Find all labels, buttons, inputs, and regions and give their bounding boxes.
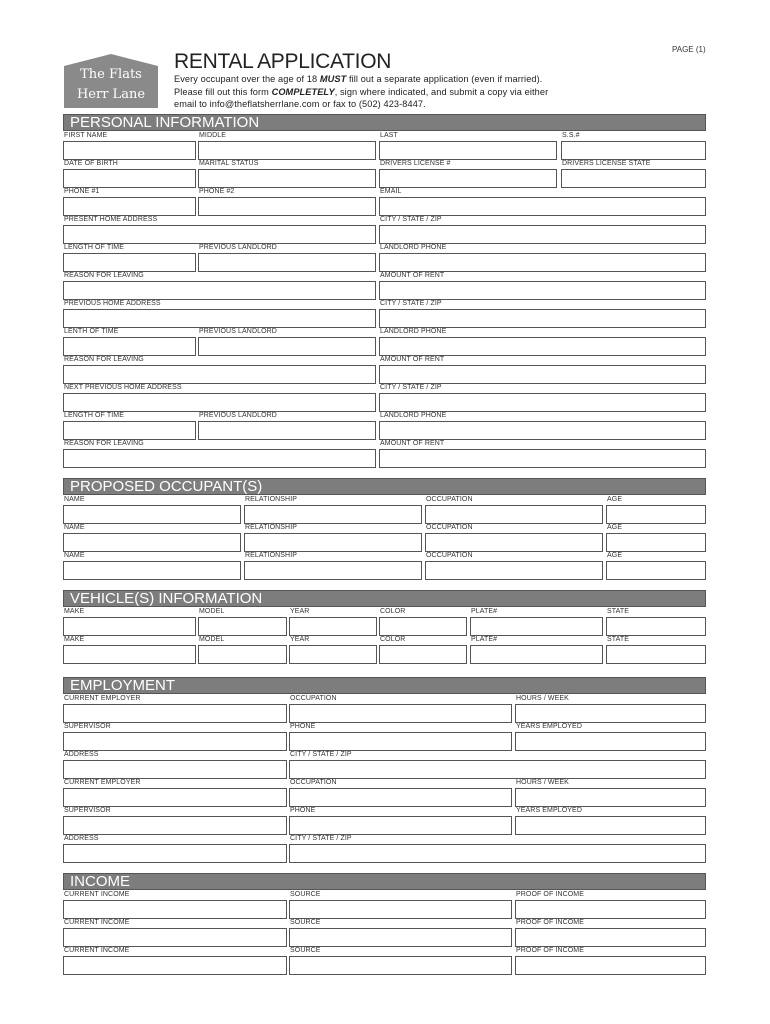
occupant-3-age-field[interactable] (606, 561, 706, 580)
intro-line-1 (174, 74, 542, 84)
employer-1-field[interactable] (63, 704, 287, 723)
income-3-source-label: SOURCE (290, 947, 321, 954)
logo-line-1: The Flats (80, 67, 142, 82)
previous-previous-landlord-field[interactable] (198, 337, 376, 356)
intro-emphasis: MUST (319, 74, 347, 84)
vehicle-2-color-label: COLOR (380, 636, 406, 643)
employer-2-label: CURRENT EMPLOYER (64, 779, 141, 786)
previous-landlord-phone-field[interactable] (379, 337, 706, 356)
present-reason-for-leaving-label: REASON FOR LEAVING (64, 272, 144, 279)
income-3-proof-field[interactable] (515, 956, 706, 975)
present-landlord-phone-label: LANDLORD PHONE (380, 244, 447, 251)
income-2-label: CURRENT INCOME (64, 919, 130, 926)
intro-text: Please fill out this form (174, 87, 272, 97)
vehicle-1-color-field[interactable] (379, 617, 467, 636)
employer-2-hours-label: HOURS / WEEK (516, 779, 569, 786)
last-name-field[interactable] (379, 141, 557, 160)
next-previous-amount-of-rent-field[interactable] (379, 449, 706, 468)
vehicle-2-year-field[interactable] (289, 645, 377, 664)
occupant-1-relationship-label: RELATIONSHIP (245, 496, 298, 503)
previous-reason-for-leaving-label: REASON FOR LEAVING (64, 356, 144, 363)
middle-name-field[interactable] (198, 141, 376, 160)
drivers-license-state-label: DRIVERS LICENSE STATE (562, 160, 651, 167)
income-1-label: CURRENT INCOME (64, 891, 130, 898)
present-landlord-phone-field[interactable] (379, 253, 706, 272)
occupant-2-name-label: NAME (64, 524, 85, 531)
marital-status-label: MARITAL STATUS (199, 160, 259, 167)
drivers-license-label: DRIVERS LICENSE # (380, 160, 451, 167)
vehicle-2-state-field[interactable] (606, 645, 706, 664)
present-city-state-zip-label: CITY / STATE / ZIP (380, 216, 442, 223)
employer-1-supervisor-label: SUPERVISOR (64, 723, 111, 730)
previous-home-address-field[interactable] (63, 309, 376, 328)
page-title: RENTAL APPLICATION (174, 50, 392, 73)
occupant-1-occupation-label: OCCUPATION (426, 496, 473, 503)
previous-reason-for-leaving-field[interactable] (63, 365, 376, 384)
previous-amount-of-rent-label: AMOUNT OF RENT (380, 356, 445, 363)
employer-1-phone-label: PHONE (290, 723, 316, 730)
vehicle-2-model-label: MODEL (199, 636, 225, 643)
vehicle-2-make-label: MAKE (64, 636, 85, 643)
employer-1-occupation-label: OCCUPATION (290, 695, 337, 702)
present-amount-of-rent-field[interactable] (379, 281, 706, 300)
vehicle-2-plate-label: PLATE# (471, 636, 498, 643)
section-personal-information (63, 114, 706, 131)
employer-1-city-state-zip-field[interactable] (289, 760, 706, 779)
occupant-1-name-field[interactable] (63, 505, 241, 524)
next-previous-length-of-time-field[interactable] (63, 421, 196, 440)
income-1-field[interactable] (63, 900, 287, 919)
phone1-label: PHONE #1 (64, 188, 100, 195)
previous-amount-of-rent-field[interactable] (379, 365, 706, 384)
present-reason-for-leaving-field[interactable] (63, 281, 376, 300)
section-title: VEHICLE(S) INFORMATION (70, 590, 263, 607)
employer-2-address-label: ADDRESS (64, 835, 99, 842)
occupant-2-occupation-label: OCCUPATION (426, 524, 473, 531)
next-previous-landlord-phone-field[interactable] (379, 421, 706, 440)
employer-2-supervisor-field[interactable] (63, 816, 287, 835)
occupant-1-age-label: AGE (607, 496, 623, 503)
intro-text: Every occupant over the age of 18 (174, 74, 320, 84)
next-previous-landlord-phone-label: LANDLORD PHONE (380, 412, 447, 419)
occupant-3-occupation-field[interactable] (425, 561, 603, 580)
employer-1-supervisor-field[interactable] (63, 732, 287, 751)
employer-2-city-state-zip-field[interactable] (289, 844, 706, 863)
vehicle-1-year-label: YEAR (290, 608, 310, 615)
employer-2-occupation-field[interactable] (289, 788, 512, 807)
employer-1-city-state-zip-label: CITY / STATE / ZIP (290, 751, 352, 758)
present-length-of-time-field[interactable] (63, 253, 196, 272)
employer-1-years-label: YEARS EMPLOYED (516, 723, 582, 730)
vehicle-2-plate-field[interactable] (470, 645, 603, 664)
occupant-2-occupation-field[interactable] (425, 533, 603, 552)
income-2-field[interactable] (63, 928, 287, 947)
occupant-1-age-field[interactable] (606, 505, 706, 524)
vehicle-2-state-label: STATE (607, 636, 630, 643)
income-1-proof-field[interactable] (515, 900, 706, 919)
next-previous-home-address-field[interactable] (63, 393, 376, 412)
income-1-proof-label: PROOF OF INCOME (516, 891, 584, 898)
vehicle-1-model-field[interactable] (198, 617, 287, 636)
occupant-2-relationship-label: RELATIONSHIP (245, 524, 298, 531)
first-name-field[interactable] (63, 141, 196, 160)
occupant-3-occupation-label: OCCUPATION (426, 552, 473, 559)
previous-length-of-time-field[interactable] (63, 337, 196, 356)
vehicle-1-model-label: MODEL (199, 608, 225, 615)
intro-line-2 (174, 87, 548, 97)
previous-city-state-zip-label: CITY / STATE / ZIP (380, 300, 442, 307)
section-proposed-occupants (63, 478, 706, 495)
income-2-source-field[interactable] (289, 928, 512, 947)
income-3-proof-label: PROOF OF INCOME (516, 947, 584, 954)
present-amount-of-rent-label: AMOUNT OF RENT (380, 272, 445, 279)
present-previous-landlord-field[interactable] (198, 253, 376, 272)
phone2-label: PHONE #2 (199, 188, 235, 195)
section-income (63, 873, 706, 890)
income-1-source-label: SOURCE (290, 891, 321, 898)
last-name-label: LAST (380, 132, 398, 139)
vehicle-1-make-label: MAKE (64, 608, 85, 615)
employer-2-phone-field[interactable] (289, 816, 512, 835)
occupant-2-age-label: AGE (607, 524, 623, 531)
vehicle-2-model-field[interactable] (198, 645, 287, 664)
employer-1-address-label: ADDRESS (64, 751, 99, 758)
dob-field[interactable] (63, 169, 196, 188)
phone2-field[interactable] (198, 197, 376, 216)
employer-2-hours-field[interactable] (515, 788, 706, 807)
employer-2-years-label: YEARS EMPLOYED (516, 807, 582, 814)
ssn-label: S.S.# (562, 132, 580, 139)
occupant-3-relationship-label: RELATIONSHIP (245, 552, 298, 559)
drivers-license-state-field[interactable] (561, 169, 706, 188)
employer-2-supervisor-label: SUPERVISOR (64, 807, 111, 814)
next-previous-previous-landlord-field[interactable] (198, 421, 376, 440)
previous-landlord-phone-label: LANDLORD PHONE (380, 328, 447, 335)
occupant-2-name-field[interactable] (63, 533, 241, 552)
email-label: EMAIL (380, 188, 402, 195)
employer-1-address-field[interactable] (63, 760, 287, 779)
previous-previous-landlord-label: PREVIOUS LANDLORD (199, 328, 277, 335)
income-2-source-label: SOURCE (290, 919, 321, 926)
first-name-label: FIRST NAME (64, 132, 108, 139)
employer-2-city-state-zip-label: CITY / STATE / ZIP (290, 835, 352, 842)
present-home-address-label: PRESENT HOME ADDRESS (64, 216, 158, 223)
income-1-source-field[interactable] (289, 900, 512, 919)
vehicle-1-color-label: COLOR (380, 608, 406, 615)
section-title: PERSONAL INFORMATION (70, 114, 260, 131)
next-previous-length-of-time-label: LENGTH OF TIME (64, 412, 124, 419)
occupant-3-relationship-field[interactable] (244, 561, 422, 580)
income-3-field[interactable] (63, 956, 287, 975)
vehicle-1-state-label: STATE (607, 608, 630, 615)
occupant-3-name-label: NAME (64, 552, 85, 559)
next-previous-amount-of-rent-label: AMOUNT OF RENT (380, 440, 445, 447)
intro-text: fill out a separate application (even if married). (346, 74, 543, 84)
employer-1-hours-field[interactable] (515, 704, 706, 723)
employer-2-phone-label: PHONE (290, 807, 316, 814)
phone1-field[interactable] (63, 197, 196, 216)
logo (64, 54, 158, 108)
occupant-1-relationship-field[interactable] (244, 505, 422, 524)
next-previous-city-state-zip-field[interactable] (379, 393, 706, 412)
middle-name-label: MIDDLE (199, 132, 227, 139)
next-previous-city-state-zip-label: CITY / STATE / ZIP (380, 384, 442, 391)
next-previous-previous-landlord-label: PREVIOUS LANDLORD (199, 412, 277, 419)
vehicle-1-make-field[interactable] (63, 617, 196, 636)
employer-1-occupation-field[interactable] (289, 704, 512, 723)
occupant-2-relationship-field[interactable] (244, 533, 422, 552)
logo-line-2: Herr Lane (76, 87, 146, 102)
intro-text: , sign where indicated, and submit a copy via either (334, 87, 549, 97)
employer-2-field[interactable] (63, 788, 287, 807)
previous-length-of-time-label: LENTH OF TIME (64, 328, 119, 335)
previous-city-state-zip-field[interactable] (379, 309, 706, 328)
employer-2-years-field[interactable] (515, 816, 706, 835)
employer-1-years-field[interactable] (515, 732, 706, 751)
vehicle-2-make-field[interactable] (63, 645, 196, 664)
income-2-proof-label: PROOF OF INCOME (516, 919, 584, 926)
occupant-2-age-field[interactable] (606, 533, 706, 552)
employer-1-label: CURRENT EMPLOYER (64, 695, 141, 702)
section-employment (63, 677, 706, 694)
employer-1-hours-label: HOURS / WEEK (516, 695, 569, 702)
income-2-proof-field[interactable] (515, 928, 706, 947)
section-title: PROPOSED OCCUPANT(S) (70, 478, 263, 495)
marital-status-field[interactable] (198, 169, 376, 188)
present-home-address-field[interactable] (63, 225, 376, 244)
present-previous-landlord-label: PREVIOUS LANDLORD (199, 244, 277, 251)
intro-line-3: email to info@theflatsherrlane.com or fax to (502) 423-8447. (174, 99, 426, 109)
section-title: INCOME (70, 873, 130, 890)
vehicle-2-year-label: YEAR (290, 636, 310, 643)
vehicle-1-plate-field[interactable] (470, 617, 603, 636)
income-3-label: CURRENT INCOME (64, 947, 130, 954)
section-vehicle-information (63, 590, 706, 607)
occupant-3-name-field[interactable] (63, 561, 241, 580)
vehicle-1-plate-label: PLATE# (471, 608, 498, 615)
next-previous-reason-for-leaving-label: REASON FOR LEAVING (64, 440, 144, 447)
present-length-of-time-label: LENGTH OF TIME (64, 244, 124, 251)
ssn-field[interactable] (561, 141, 706, 160)
section-title: EMPLOYMENT (70, 677, 176, 694)
vehicle-1-year-field[interactable] (289, 617, 377, 636)
next-previous-reason-for-leaving-field[interactable] (63, 449, 376, 468)
drivers-license-field[interactable] (379, 169, 557, 188)
vehicle-1-state-field[interactable] (606, 617, 706, 636)
present-city-state-zip-field[interactable] (379, 225, 706, 244)
occupant-3-age-label: AGE (607, 552, 623, 559)
employer-1-phone-field[interactable] (289, 732, 512, 751)
email-field[interactable] (379, 197, 706, 216)
employer-2-occupation-label: OCCUPATION (290, 779, 337, 786)
previous-home-address-label: PREVIOUS HOME ADDRESS (64, 300, 161, 307)
page-number: PAGE (1) (672, 45, 706, 54)
occupant-1-occupation-field[interactable] (425, 505, 603, 524)
income-3-source-field[interactable] (289, 956, 512, 975)
next-previous-home-address-label: NEXT PREVIOUS HOME ADDRESS (64, 384, 182, 391)
vehicle-2-color-field[interactable] (379, 645, 467, 664)
intro-emphasis: COMPLETELY (271, 87, 335, 97)
dob-label: DATE OF BIRTH (64, 160, 118, 167)
occupant-1-name-label: NAME (64, 496, 85, 503)
employer-2-address-field[interactable] (63, 844, 287, 863)
